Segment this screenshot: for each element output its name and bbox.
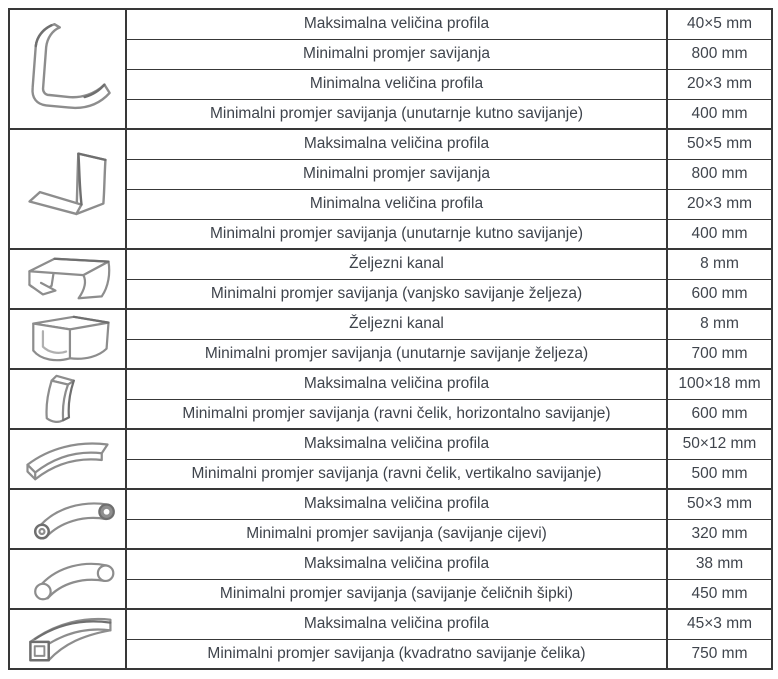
spec-label: Minimalni promjer savijanja (unutarnje kutno savijanje): [126, 99, 667, 129]
spec-value: 600 mm: [667, 279, 772, 309]
spec-value: 600 mm: [667, 399, 772, 429]
table-row: [9, 249, 772, 279]
spec-value: 50×5 mm: [667, 129, 772, 159]
spec-label: Maksimalna veličina profila: [126, 369, 667, 399]
spec-value: 500 mm: [667, 459, 772, 489]
spec-label: Željezni kanal: [126, 249, 667, 279]
round-bar-bend-icon: [16, 552, 120, 606]
pipe-bend-icon: [16, 492, 120, 546]
spec-label: Minimalni promjer savijanja (ravni čelik, horizontalno savijanje): [126, 399, 667, 429]
spec-label: Maksimalna veličina profila: [126, 489, 667, 519]
spec-label: Maksimalna veličina profila: [126, 129, 667, 159]
spec-label: Minimalni promjer savijanja (savijanje čeličnih šipki): [126, 579, 667, 609]
profile-icon-cell: [9, 249, 126, 309]
table-row: [9, 609, 772, 639]
spec-label: Minimalni promjer savijanja (kvadratno savijanje čelika): [126, 639, 667, 669]
profile-icon-cell: [9, 129, 126, 249]
profile-icon-cell: [9, 609, 126, 669]
spec-label: Minimalni promjer savijanja (savijanje cijevi): [126, 519, 667, 549]
spec-value: 800 mm: [667, 159, 772, 189]
angle-profile-flat-icon: [16, 137, 120, 241]
profile-icon-cell: [9, 549, 126, 609]
profile-spec-table: [8, 8, 773, 670]
spec-value: 20×3 mm: [667, 69, 772, 99]
spec-label: Maksimalna veličina profila: [126, 609, 667, 639]
spec-label: Maksimalna veličina profila: [126, 549, 667, 579]
spec-label: Željezni kanal: [126, 309, 667, 339]
spec-value: 40×5 mm: [667, 9, 772, 39]
spec-label: Minimalna veličina profila: [126, 69, 667, 99]
profile-icon-cell: [9, 429, 126, 489]
spec-value: 20×3 mm: [667, 189, 772, 219]
spec-value: 8 mm: [667, 249, 772, 279]
table-row: [9, 549, 772, 579]
table-row: [9, 369, 772, 399]
spec-label: Maksimalna veličina profila: [126, 429, 667, 459]
spec-value: 45×3 mm: [667, 609, 772, 639]
profile-icon-cell: [9, 369, 126, 429]
flat-bar-horizontal-bend-icon: [16, 432, 120, 486]
spec-value: 50×3 mm: [667, 489, 772, 519]
spec-label: Minimalni promjer savijanja: [126, 39, 667, 69]
spec-label: Minimalni promjer savijanja (unutarnje savijanje željeza): [126, 339, 667, 369]
spec-value: 750 mm: [667, 639, 772, 669]
spec-value: 50×12 mm: [667, 429, 772, 459]
spec-label: Minimalni promjer savijanja (unutarnje kutno savijanje): [126, 219, 667, 249]
spec-value: 400 mm: [667, 99, 772, 129]
spec-label: Minimalna veličina profila: [126, 189, 667, 219]
spec-value: 450 mm: [667, 579, 772, 609]
flat-bar-vertical-bend-icon: [16, 372, 120, 426]
channel-profile-down-icon: [16, 252, 120, 306]
spec-value: 8 mm: [667, 309, 772, 339]
spec-value: 38 mm: [667, 549, 772, 579]
spec-label: Minimalni promjer savijanja: [126, 159, 667, 189]
square-tube-bend-icon: [16, 612, 120, 666]
spec-value: 700 mm: [667, 339, 772, 369]
spec-value: 800 mm: [667, 39, 772, 69]
profile-icon-cell: [9, 9, 126, 129]
spec-label: Minimalni promjer savijanja (ravni čelik, vertikalno savijanje): [126, 459, 667, 489]
spec-value: 320 mm: [667, 519, 772, 549]
table-row: [9, 309, 772, 339]
spec-value: 400 mm: [667, 219, 772, 249]
spec-label: Minimalni promjer savijanja (vanjsko savijanje željeza): [126, 279, 667, 309]
profile-icon-cell: [9, 489, 126, 549]
table-row: [9, 129, 772, 159]
table-row: [9, 429, 772, 459]
channel-profile-side-icon: [16, 312, 120, 366]
table-row: [9, 489, 772, 519]
spec-value: 100×18 mm: [667, 369, 772, 399]
angle-profile-upright-icon: [16, 17, 120, 121]
profile-icon-cell: [9, 309, 126, 369]
spec-label: Maksimalna veličina profila: [126, 9, 667, 39]
table-row: [9, 9, 772, 39]
